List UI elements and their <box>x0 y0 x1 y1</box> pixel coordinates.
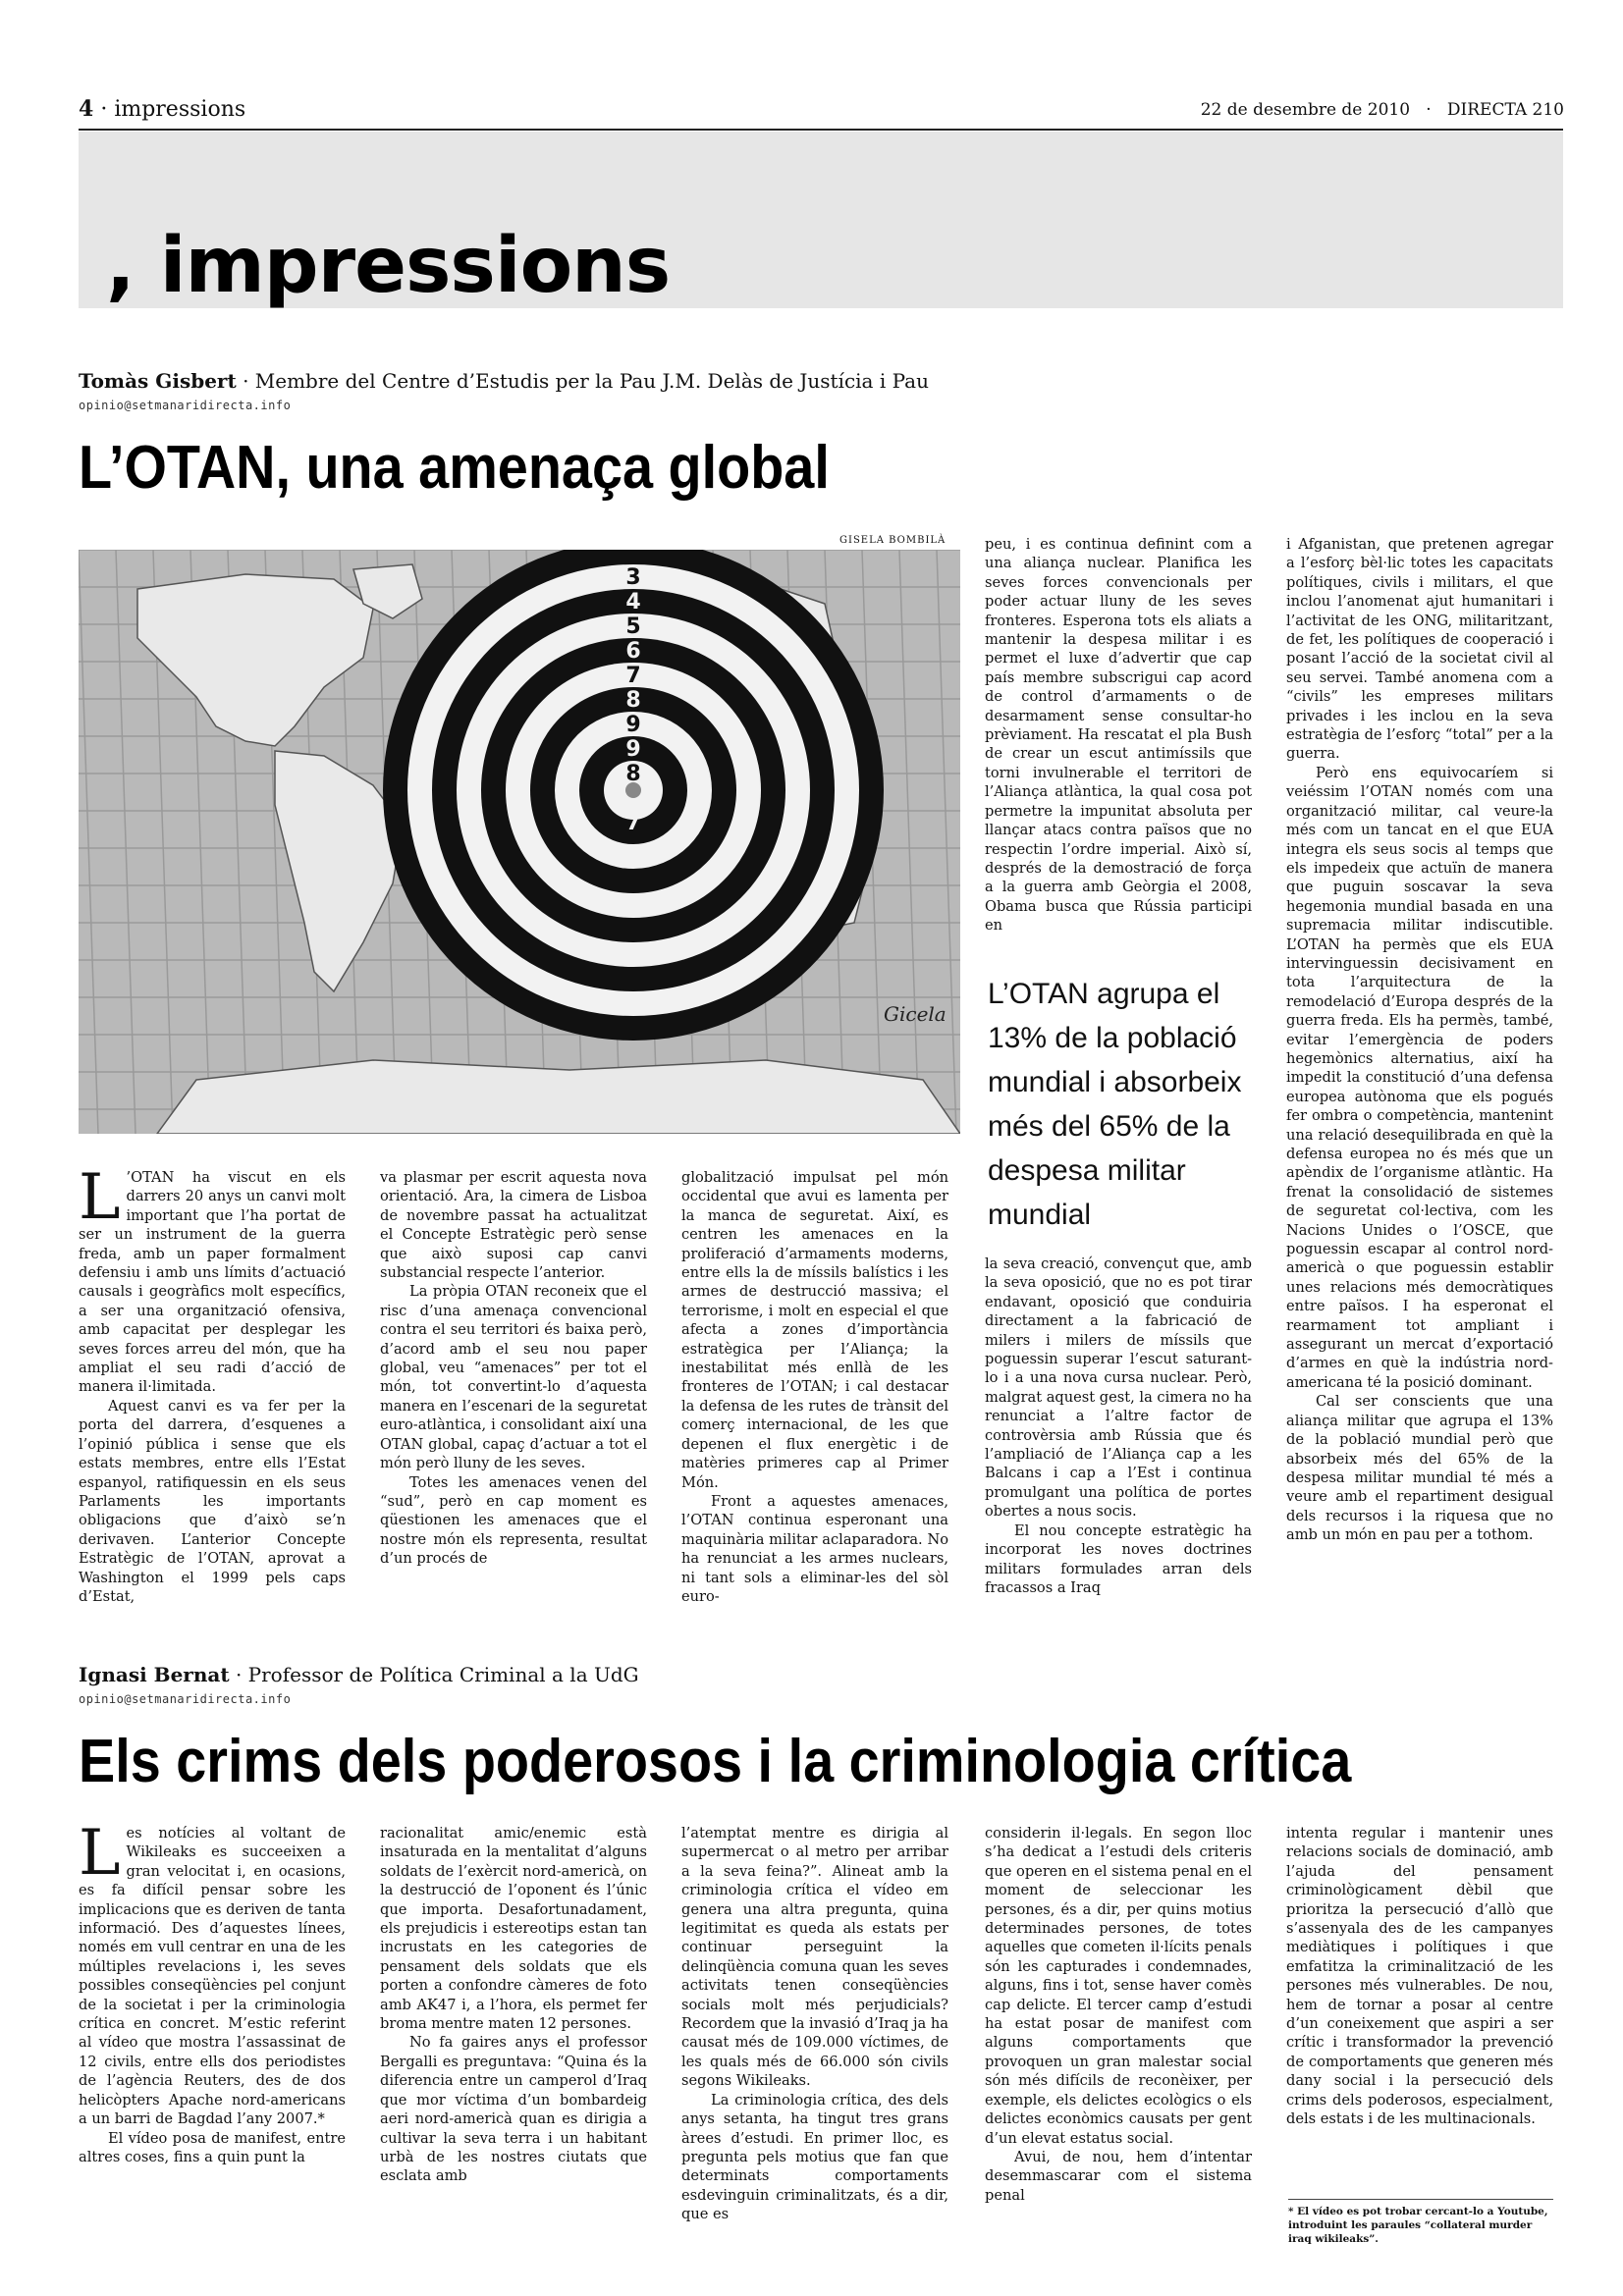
header-section: impressions <box>114 97 246 122</box>
article1-column-5 <box>1286 535 1553 1545</box>
article2-paragraph: es notícies al voltant de Wikileaks es succeeixen a gran velocitat i, en ocasions, es fa difícil pensar sobre les implicacions que es deriven de tanta informació. Des d’aquestes línees, només em vull centrar en una de les múltiples revelacions i, les seves possibles conseqüències pel conjunt de la societat i per la criminologia crítica en concret. M’estic referint al vídeo que mostra l’assassinat de 12 civils, entre ells dos periodistes de l’agència Reuters, des de dos helicòpters Apache nord-americans a un barri de Bagdad l’any 2007.* <box>79 1825 346 2128</box>
map-signature: Gicela <box>884 1002 947 1026</box>
target-ring-number: 9 <box>625 713 641 737</box>
header-date: 22 de desembre de 2010 <box>1200 100 1411 120</box>
article2-column-2 <box>380 1824 647 2186</box>
article1-paragraph: Totes les amenaces venen del “sud”, però en cap moment es qüestionen les amenaces que el nostre món els representa, resultat d’un procés de <box>380 1473 647 1568</box>
article1-paragraph: Aquest canvi es va fer per la porta del darrera, d’esquenes a l’opinió pública i sense que els estats membres, entre ells l’Estat espanyol, ratifiquessin en els seus Parlaments les importants obligacions que d’això se’n derivaven. L’anterior Concepte Estratègic de l’OTAN, aprovat a Washington el 1999 pels caps d’Estat, <box>79 1397 346 1605</box>
footnote: * El vídeo es pot trobar cercant-lo a Youtube, introduint les paraules “collateral murder iraq wikileaks”. <box>1288 2206 1548 2245</box>
target-ring-number: 7 <box>625 664 641 688</box>
article1-paragraph: globalització impulsat pel món occidental que avui es lamenta per la manca de seguretat. Així, es centren les amenaces en la proliferació d’armaments moderns, entre ells la de míssils balístics i les armes de destrucció massiva; el terrorisme, i molt en especial el que afecta a zones d’importància estratègica per l’Aliança; la inestabilitat més enllà de les fronteres de l’OTAN; i cal destacar la defensa de les rutes de trànsit del comerç internacional, de les que depenen el flux energètic i de matèries primeres cap al Primer Món. <box>681 1169 948 1491</box>
article2-column-4 <box>985 1824 1252 2205</box>
target-ring-number: 8 <box>625 688 641 713</box>
article2-byline <box>79 1663 639 1686</box>
article1-author: Tomàs Gisbert <box>79 369 237 393</box>
target-ring-number: 9 <box>625 737 641 762</box>
article2-paragraph: No fa gaires anys el professor Bergalli es preguntava: “Quina és la diferencia entre un camperol d’Iraq que mor víctima d’un bombardeig aeri nord-americà quan es dirigia a cultivar la seva terra i un habitant urbà de les nostres ciutats que esclata amb <box>380 2034 647 2185</box>
article2-column-3 <box>681 1824 948 2224</box>
article1-column-1 <box>79 1161 346 1606</box>
article2-column-5 <box>1286 1824 1553 2129</box>
article1-column-3 <box>681 1168 948 1606</box>
article1-headline: L’OTAN, una amenaça global <box>79 434 830 502</box>
article1-byline <box>79 369 929 393</box>
target-ring-number: 7 <box>625 811 641 835</box>
target-ring-number: 5 <box>625 614 641 639</box>
article2-headline: Els crims dels poderosos i la criminologia crítica <box>79 1728 1352 1795</box>
article2-paragraph: La criminologia crítica, des dels anys setanta, ha tingut tres grans àrees d’estudi. En primer lloc, es pregunta pels motius que fan que determinats comportaments esdevinguin criminalitzats, és a dir, que es <box>681 2091 948 2223</box>
article1-role: Membre del Centre d’Estudis per la Pau J.M. Delàs de Justícia i Pau <box>254 369 929 393</box>
header-separator: · <box>100 97 108 122</box>
article1-email: opinio@setmanaridirecta.info <box>79 399 292 412</box>
article1-paragraph: ’OTAN ha viscut en els darrers 20 anys un canvi molt important que l’ha portat de ser un instrument de la guerra freda, amb un paper formalment defensiu i amb uns límits d’actuació causals i geogràfics molt específics, a ser una organització ofensiva, amb capacitat per desplegar les seves forces arreu del món, que ha ampliat el seu radi d’acció de manera il·limitada. <box>79 1169 346 1396</box>
article2-dropcap: L <box>79 1817 121 1890</box>
pull-quote: L’OTAN agrupa el 13% de la població mundial i absorbeix més del 65% de la despesa militar mundial <box>988 978 1242 1231</box>
byline-separator: · <box>235 1663 243 1686</box>
target-ring-number: 3 <box>625 565 641 590</box>
article2-author: Ignasi Bernat <box>79 1663 230 1686</box>
header-separator-2: · <box>1426 100 1432 120</box>
article2-paragraph: l’atemptat mentre es dirigia al supermercat o al metro per arribar a la seva feina?”. Alineat amb la criminologia crítica el vídeo em genera una altra pregunta, quina legitimitat es queda als estats per continuar perseguint la delinqüència comuna quan les seves activitats tenen conseqüències socials molt més perjudicials? Recordem que la invasió d’Iraq ja ha causat més de 109.000 víctimes, de les quals més de 66.000 són civils segons Wikileaks. <box>681 1825 949 2090</box>
header-rule <box>79 129 1563 131</box>
world-map-target-illustration <box>79 550 960 1134</box>
target-ring-number: 4 <box>625 590 641 614</box>
article1-paragraph: Però ens equivocaríem si veiéssim l’OTAN només com una organització militar, cal veure-la més com un tancat en el que EUA integra els seus socis al temps que els impedeix que actuïn de manera que puguin soscavar la seva hegemonia mundial basada en una supremacia militar indiscutible. L’OTAN ha permès que els EUA intervinguessin decisivament en tota l’arquitectura de la remodelació d’Europa després de la guerra freda. Els ha permès, també, evitar l’emergència de poders hegemònics alternatius, així ha impedit la constitució d’una defensa europea autònoma que els pogués fer ombra o competència, mantenint una relació desequilibrada en què la defensa europea no és més que un apèndix de l’organisme atlàntic. Ha frenat la consolidació de sistemes de seguretat col·lectiva, com les Nacions Unides o l’OSCE, que poguessin escapar al control nord-americà o que poguessin establir unes relacions més democràtiques entre països. I ha esperonat el rearmament tot ampliant i assegurant un mercat d’exportació d’armes en què la indústria nord-americana té la posició dominant. <box>1286 764 1553 1391</box>
article1-paragraph: la seva creació, convençut que, amb la seva oposició, que no es pot tirar endavant, oposició que conduiria directament a la fabricació de milers i milers de míssils que poguessin superar l’escut saturant-lo i a una nova cursa nuclear. Però, malgrat aquest gest, la cimera no ha renunciat a l’altre factor de controvèrsia amb Rússia que és l’ampliació de l’Aliança cap a les Balcans i cap a l’Est i continua promulgant una política de portes obertes a nous socis. <box>985 1255 1252 1521</box>
page-number: 4 <box>79 96 94 122</box>
article2-paragraph: El vídeo posa de manifest, entre altres coses, fins a quin punt la <box>79 2129 346 2165</box>
running-header-left <box>79 96 245 122</box>
article1-dropcap: L <box>79 1161 121 1234</box>
article2-paragraph: racionalitat amic/enemic està insaturada en la mentalitat d’alguns soldats de l’exèrcit nord-americà, on la destrucció de l’oponent és l’únic que importa. Desafortunadament, els prejudicis i estereotips estan tan incrustats en les categories de pensament dels soldats que els porten a confondre càmeres de foto amb AK47 i, a l’hora, els permet fer broma mentre maten 12 persones. <box>380 1825 647 2033</box>
byline-separator: · <box>243 369 249 393</box>
article1-paragraph: i Afganistan, que pretenen agregar a l’esforç bèl·lic totes les capacitats polítiques, civils i militars, el que inclou l’anomenat ajut humanitari i l’activitat de les ONG, militaritzant, de fet, les polítiques de cooperació i posant l’acció de la societat civil al seu servei. També anomena com a “civils” les empreses militars privades i les inclou en la seva estratègia de l’esforç “total” per a la guerra. <box>1286 536 1553 763</box>
section-title: , impressions <box>106 222 671 310</box>
photo-credit: GISELA BOMBILÀ <box>839 535 947 546</box>
article1-column-2 <box>380 1168 647 1569</box>
article1-paragraph: Front a aquestes amenaces, l’OTAN continua esperonant una maquinària militar aclaparadora. No ha renunciat a les armes nuclears, ni tant sols a eliminar-les del sòl euro- <box>681 1492 948 1605</box>
article2-paragraph: considerin il·legals. En segon lloc s’ha dedicat a l’estudi dels criteris que operen en el sistema penal en el moment de seleccionar les persones, és a dir, per quins motius determinades persones, de totes aquelles que cometen il·lícits penals són les capturades i condemnades, alguns, fins i tot, sense haver comès cap delicte. El tercer camp d’estudi ha estat posar de manifest com alguns comportaments que provoquen un gran malestar social són més difícils de reconèixer, per exemple, els delictes ecològics o els delictes econòmics causats per gent d’un elevat estatus social. <box>985 1825 1252 2147</box>
article1-paragraph: Cal ser conscients que una aliança militar que agrupa el 13% de la població mundial però que absorbeix més del 65% de la despesa militar mundial té més a veure amb el repartiment desigual dels recursos i la riquesa que no amb un món en pau per a tothom. <box>1286 1393 1553 1544</box>
article2-email: opinio@setmanaridirecta.info <box>79 1692 292 1706</box>
article1-paragraph: La pròpia OTAN reconeix que el risc d’una amenaça convencional contra el seu territori és baixa però, d’acord amb el seu nou paper global, veu “amenaces” per tot el món, tot convertint-lo d’aquesta manera en l’escenari de la seguretat euro-atlàntica, i consolidant així una OTAN global, capaç d’actuar a tot el món però lluny de les seves. <box>380 1283 647 1472</box>
target-ring-number: 8 <box>625 762 641 786</box>
article1-column-4-bottom <box>985 1255 1252 1597</box>
article2-paragraph: intenta regular i mantenir unes relacions socials de dominació, amb l’ajuda del pensament criminològicament dèbil que prioritza la persecució d’allò que s’assenyala des de les campanyes mediàtiques i polítiques i que emfatitza la criminalització de les persones més vulnerables. De nou, hem de tornar a posar al centre d’un coneixement que aspiri a ser crític i transformador la prevenció de comportaments que generen més dany social i la persecució dels crims dels poderosos, especialment, dels estats i de les multinacionals. <box>1286 1825 1553 2128</box>
footnote-rule <box>1288 2199 1553 2200</box>
target-ring-number: 6 <box>625 639 641 664</box>
article1-paragraph: va plasmar per escrit aquesta nova orientació. Ara, la cimera de Lisboa de novembre passat ha actualitzat el Concepte Estratègic però sense que això suposi cap canvi substancial respecte l’anterior. <box>380 1169 647 1282</box>
article2-paragraph: Avui, de nou, hem d’intentar desemmascarar com el sistema penal <box>985 2148 1252 2204</box>
article1-column-4-top <box>985 535 1252 935</box>
article1-paragraph: peu, i es continua definint com a una aliança nuclear. Planifica les seves forces convencionals per poder actuar lluny de les seves fronteres. Esperona tots els aliats a mantenir la despesa militar i es permet el luxe d’advertir que cap país membre subscrigui cap acord de control d’armaments o de desarmament sense consultar-ho prèviament. Ha rescatat el pla Bush de crear un escut antimíssils que torni invulnerable el territori de l’Aliança atlàntica, la qual cosa pot permetre la impunitat absoluta per llançar atacs contra països que no respectin l’ordre imperial. Això sí, després de la demostració de força a la guerra amb Geòrgia el 2008, Obama busca que Rússia participi en <box>985 536 1252 934</box>
article2-column-1 <box>79 1817 346 2166</box>
header-publication: DIRECTA 210 <box>1446 100 1564 120</box>
article1-paragraph: El nou concepte estratègic ha incorporat les noves doctrines militars formulades arran dels fracassos a Iraq <box>985 1522 1252 1596</box>
running-header-right <box>1201 100 1564 120</box>
article2-role: Professor de Política Criminal a la UdG <box>247 1663 639 1686</box>
